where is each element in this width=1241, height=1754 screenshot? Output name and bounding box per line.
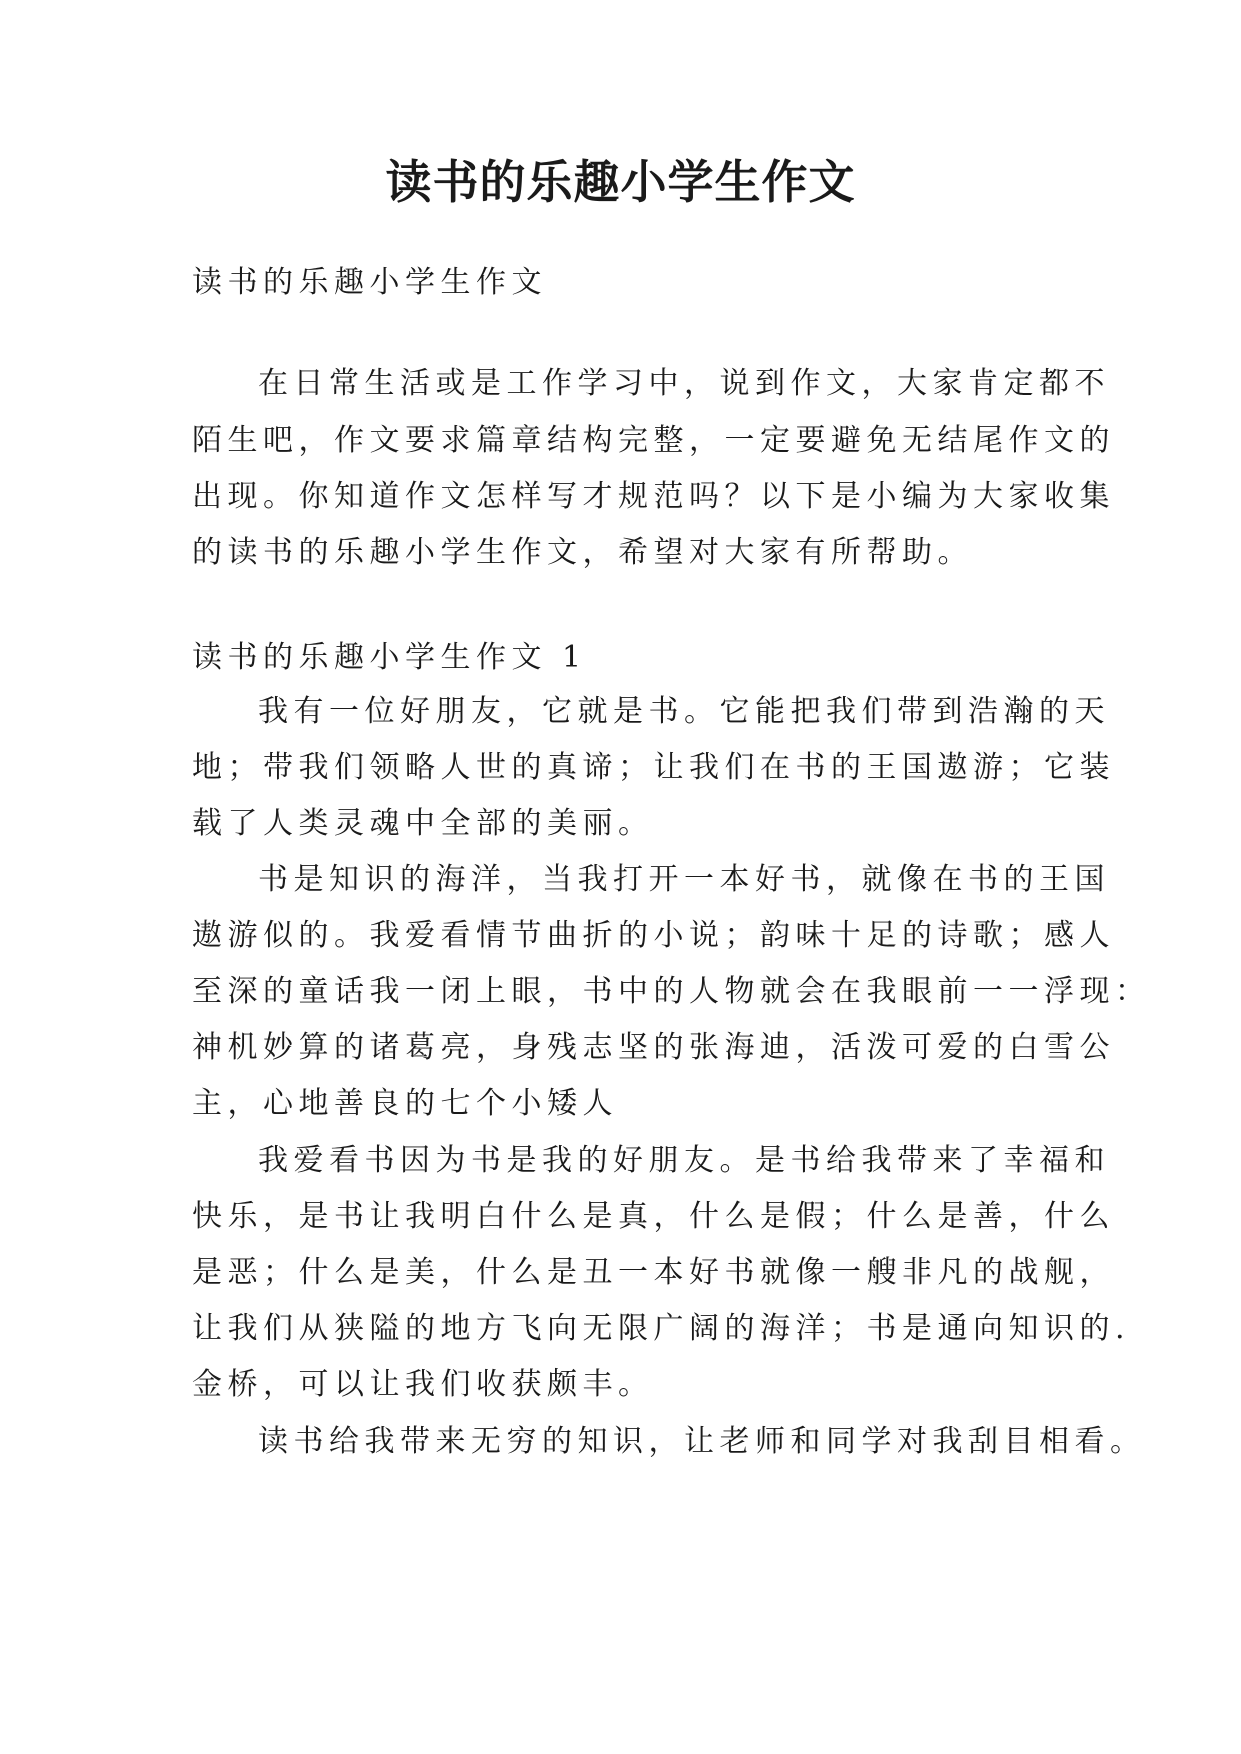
paragraph-line: 是恶；什么是美，什么是丑一本好书就像一艘非凡的战舰， — [192, 1255, 1115, 1290]
paragraph-line: 遨游似的。我爱看情节曲折的小说；韵味十足的诗歌；感人 — [192, 918, 1115, 953]
section-heading: 读书的乐趣小学生作文 1 — [192, 640, 587, 675]
intro-line: 在日常生活或是工作学习中，说到作文，大家肯定都不 — [258, 366, 1110, 401]
document-title: 读书的乐趣小学生作文 — [385, 155, 856, 209]
document-subtitle: 读书的乐趣小学生作文 — [192, 265, 547, 300]
paragraph-line: 读书给我带来无穷的知识，让老师和同学对我刮目相看。 — [258, 1424, 1146, 1459]
paragraph-line: 金桥，可以让我们收获颇丰。 — [192, 1367, 654, 1402]
paragraph-line: 主，心地善良的七个小矮人 — [192, 1086, 618, 1121]
paragraph-line: 快乐，是书让我明白什么是真，什么是假；什么是善，什么 — [192, 1199, 1115, 1234]
paragraph-line: 我爱看书因为书是我的好朋友。是书给我带来了幸福和 — [258, 1143, 1110, 1178]
paragraph-line: 我有一位好朋友，它就是书。它能把我们带到浩瀚的天 — [258, 694, 1110, 729]
paragraph-line: 载了人类灵魂中全部的美丽。 — [192, 806, 654, 841]
intro-line: 出现。你知道作文怎样写才规范吗？以下是小编为大家收集 — [192, 479, 1115, 514]
paragraph-line: 神机妙算的诸葛亮，身残志坚的张海迪，活泼可爱的白雪公 — [192, 1030, 1115, 1065]
paragraph-line: 让我们从狭隘的地方飞向无限广阔的海洋；书是通向知识的. — [192, 1311, 1131, 1346]
paragraph-line: 地；带我们领略人世的真谛；让我们在书的王国遨游；它装 — [192, 750, 1115, 785]
paragraph-line: 书是知识的海洋，当我打开一本好书，就像在书的王国 — [258, 862, 1110, 897]
paragraph-line: 至深的童话我一闭上眼，书中的人物就会在我眼前一一浮现： — [192, 974, 1151, 1009]
intro-line: 的读书的乐趣小学生作文，希望对大家有所帮助。 — [192, 535, 973, 570]
intro-line: 陌生吧，作文要求篇章结构完整，一定要避免无结尾作文的 — [192, 423, 1115, 458]
